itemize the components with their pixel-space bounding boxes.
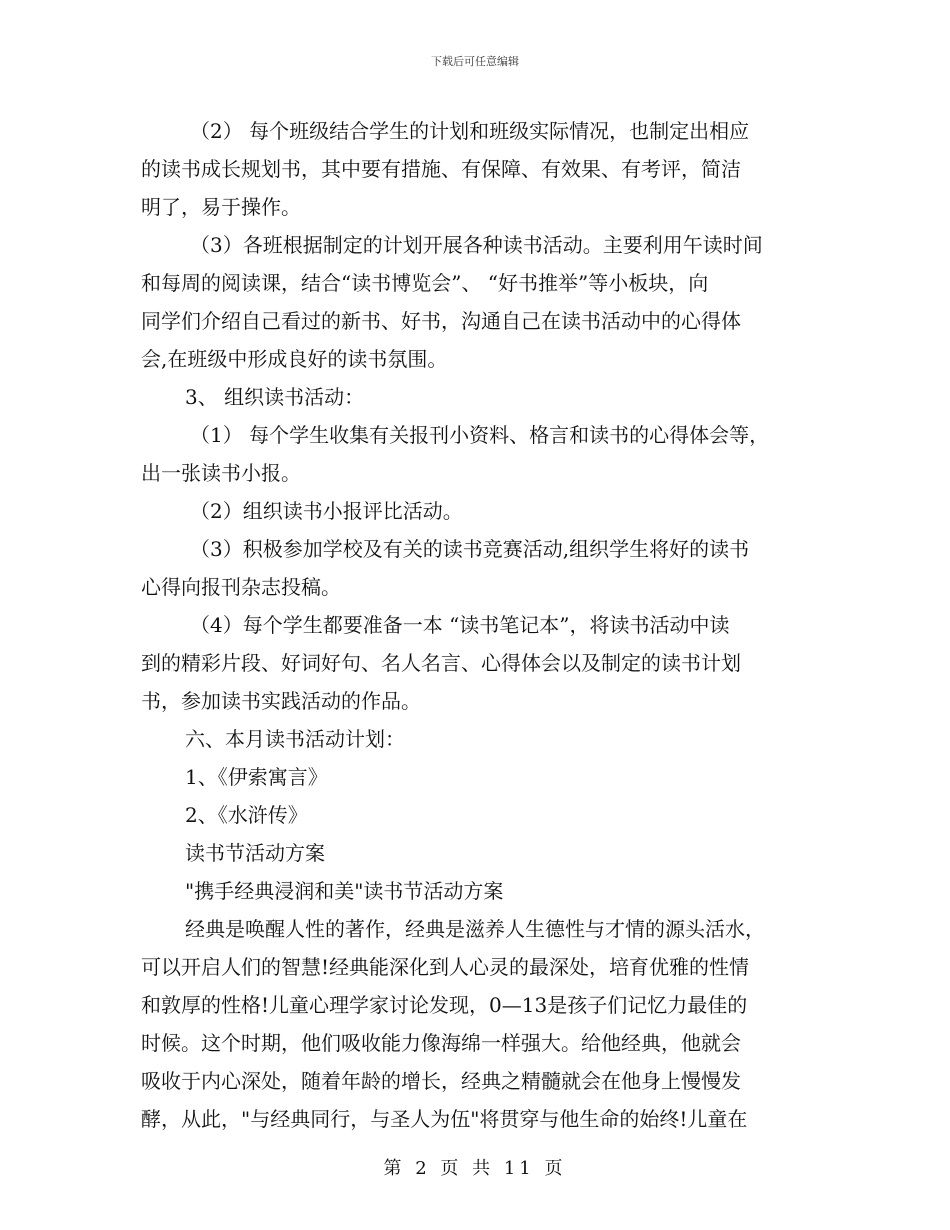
- paragraph-line: （3）各班根据制定的计划开展各种读书活动。主要利用午读时间: [190, 233, 763, 257]
- document-subtitle: "携手经典浸润和美"读书节活动方案: [185, 879, 504, 903]
- paragraph-line: 和每周的阅读课，结合“读书博览会”、 “好书推举”等小板块，向: [141, 271, 709, 295]
- paragraph-line: 的读书成长规划书，其中要有措施、有保障、有效果、有考评，简洁: [141, 157, 741, 181]
- paragraph-line: 同学们介绍自己看过的新书、好书，沟通自己在读书活动中的心得体: [141, 309, 741, 333]
- paragraph-line: （2） 每个班级结合学生的计划和班级实际情况，也制定出相应: [190, 119, 750, 143]
- list-item: 2、《水浒传》: [185, 803, 308, 827]
- section-heading: 六、本月读书活动计划：: [185, 727, 405, 751]
- paragraph-line: （4）每个学生都要准备一本 “读书笔记本”，将读书活动中读: [190, 613, 730, 637]
- page-header: 下载后可任意编辑: [431, 55, 519, 68]
- document-body: [141, 112, 809, 1138]
- paragraph-line: （1） 每个学生收集有关报刊小资料、格言和读书的心得体会等，: [190, 423, 770, 447]
- paragraph-line: 明了，易于操作。: [141, 195, 301, 219]
- page-footer: 第 2 页 共 11 页: [383, 1158, 567, 1179]
- paragraph-line: 书，参加读书实践活动的作品。: [141, 689, 421, 713]
- paragraph-line: 可以开启人们的智慧!经典能深化到人心灵的最深处，培育优雅的性情: [141, 955, 750, 979]
- list-item: 1、《伊索寓言》: [185, 765, 328, 789]
- paragraph-line: 会,在班级中形成良好的读书氛围。: [141, 347, 448, 371]
- paragraph-line: 心得向报刊杂志投稿。: [141, 575, 341, 599]
- document-title: 读书节活动方案: [185, 841, 325, 865]
- paragraph-line: 经典是唤醒人性的著作，经典是滋养人生德性与才情的源头活水，: [185, 917, 765, 941]
- paragraph-line: 到的精彩片段、好词好句、名人名言、心得体会以及制定的读书计划: [141, 651, 741, 675]
- paragraph-line: 酵，从此，"与经典同行，与圣人为伍"将贯穿与他生命的始终!儿童在: [141, 1107, 748, 1131]
- paragraph-line: （2）组织读书小报评比活动。: [190, 499, 463, 523]
- paragraph-line: 时候。这个时期，他们吸收能力像海绵一样强大。给他经典，他就会: [141, 1031, 741, 1055]
- paragraph-line: （3）积极参加学校及有关的读书竞赛活动,组织学生将好的读书: [190, 537, 750, 561]
- section-heading: 3、 组织读书活动：: [185, 385, 365, 409]
- paragraph-line: 出一张读书小报。: [141, 461, 301, 485]
- paragraph-line: 吸收于内心深处，随着年龄的增长，经典之精髓就会在他身上慢慢发: [141, 1069, 741, 1093]
- paragraph-line: 和敦厚的性格!儿童心理学家讨论发现，0—13是孩子们记忆力最佳的: [141, 993, 748, 1017]
